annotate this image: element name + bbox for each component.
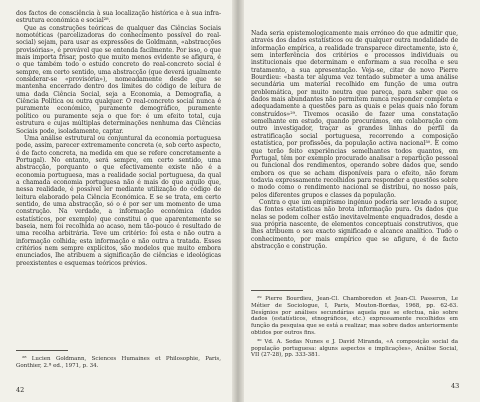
- left-page-number: 42: [16, 386, 25, 394]
- right-paragraph-2: Contra o que um empirismo ingénuo poderia ser levado a supor, das fontes estatísticas não brota informação pura. Os dados que nelas se podem colher estão inevitavelmente enquadrados, desde a sua própria nascente, de elementos conceptuais construtivos, que lhes atribuem o seu exacto significado e alcance analítico. Tudo o conhecimento, por mais empírico que se afigure, é de facto abstracção e construção.: [251, 198, 458, 250]
- right-page: [240, 0, 480, 402]
- right-footnotes: [251, 296, 458, 361]
- left-paragraph-2: Que as construções teóricas de qualquer das Ciências Sociais nomotéticas (parcelizadoras do conhecimento possível do real-social) sejam, para usar as expressões de Goldmann, «abstracções provisórias», é provável que se entenda facilmente. Por isso, o que mais importa frisar, posto que muito menos evidente se afigura, é o que também todo o estudo concreto do real-concreto social é sempre, em certo sentido, uma abstracção (que deverá igualmente considerar-se «provisória»), nomeadamente desde que se mantenha encerrado dentro dos limites do código de leitura de uma dada Ciência Social, seja a Economia, a Demografia, a Ciência Política ou outra qualquer. O real-concreto social nunca é puramente económico, puramente demográfico, puramente político ou puramente seja o que for: é um efeito total, cuja estrutura e cujas múltiplas determinações nenhuma das Ciências Sociais pode, isoladamente, captar.: [16, 24, 221, 135]
- right-page-number: 43: [451, 382, 460, 390]
- book-gutter: [232, 0, 244, 402]
- left-page: [0, 0, 236, 402]
- right-footnote-rule: [251, 290, 303, 291]
- left-paragraph-1: dos factos de consciência à sua localização histórica e à sua infra-estrutura económica e social²⁸.: [16, 10, 221, 25]
- left-footnotes: [16, 356, 221, 372]
- left-page-body: [16, 10, 221, 267]
- right-footnote-29: ²⁹ Pierre Bourdieu, Jean-Cl. Chamboredon et Jean-Cl. Passeron, Le Métier de Sociologue, I, Paris, Mouton-Bordas, 1968, pp. 62-63. Desígnios por análises secundárias aquela que se efectua, não sobre dados (estatísticos, etnográficos, etc.) expressamente recolhidos em função da pesquisa que se está a realizar, mas sobre dados anteriormente obtidos por outros fins.: [251, 296, 458, 336]
- left-footnote-28: ²⁸ Lucien Goldmann, Sciences Humaines et Philosophie, Paris, Gonthier, 2.ª ed., 1971, p. 34.: [16, 356, 221, 369]
- right-footnote-30: ³⁰ Vd. A. Sedas Nunes e J. David Miranda, «A composição social da população portuguesa: alguns aspectos e implicações», Análise Social, VII (27-28), pp. 333-381.: [251, 338, 458, 359]
- right-paragraph-1: Nada seria epistemologicamente mais erróneo do que admitir que, através dos dados estatísticos ou de qualquer outra modalidade de informação empírica, a realidade transparece directamente, isto é, sem interferência dos critérios e processos individuais ou institucionais que determinam e enformam a sua recolha e seu tratamento, a sua apresentação. Veja-se, citar de novo Pierre Bourdieu: «basta ter alguma vez tentado submeter a uma análise secundária um material recolhido em função de uma outra problemática, por muito neutra que pareça, para saber que os dados mais abundantes não permitem nunca responder completa e adequadamente a questões para as quais e pelas quais não foram construídos»²⁹. Tivemos ocasião de fazer uma constatação semelhante em estudo, quando procurámos, em colaboração com outro investigador, traçar as grandes linhas do perfil da estratificação social portuguesa, recorrendo a composição estatística, por profissões, da população activa nacional³⁰. E como que terão feito experiências semelhantes todos quantos, em Portugal, têm por exemplo procurado analisar a repartição pessoal ou funcional dos rendimentos, operando sobre dados que, sendo embora os que se acham disponíveis para o efeito, não foram todavia expressamente recolhidos para responder a questões sobre o modo como o rendimento nacional se distribui, no nosso país, pelos diferentes grupos e classes da população.: [251, 30, 458, 199]
- left-footnote-rule: [16, 350, 68, 351]
- right-page-body: [251, 30, 458, 250]
- left-paragraph-3: Uma análise estrutural ou conjuntural da economia portuguesa pode, assim, parecer extremamente concreta (e, sob certo aspecto, é de facto concreta, na medida em que se refere concretamente a Portugal). No entanto, será sempre, em certo sentido, uma abstracção, porquanto o que efectivamente existe não é a economia portuguesa, mas a realidade social portuguesa, da qual a chamada economia portuguesa não é mais do que aquilo que, nessa realidade, é possível ler mediante utilização do código de leitura elaborado pela Ciência Económica. E se se trata, em certo sentido, de uma abstracção, só o é por ser um momento de uma construção. Na verdade, a informação económica (dados estatísticos, por exemplo) que constitui o que aparentemente se baseia, nem foi recolhida ao acaso, nem tão-pouco é resultado de uma recolha arbitrária. Teve um critério: foi esta e não outra a informação colhida; esta informação e não outra a tratada. Esses critérios nem sempre explícitos, são modelos que muito embora enunciados, lhe atribuem a significação de ciências e ideológicas preexistentes e esquemas teóricos prévios.: [16, 134, 222, 267]
